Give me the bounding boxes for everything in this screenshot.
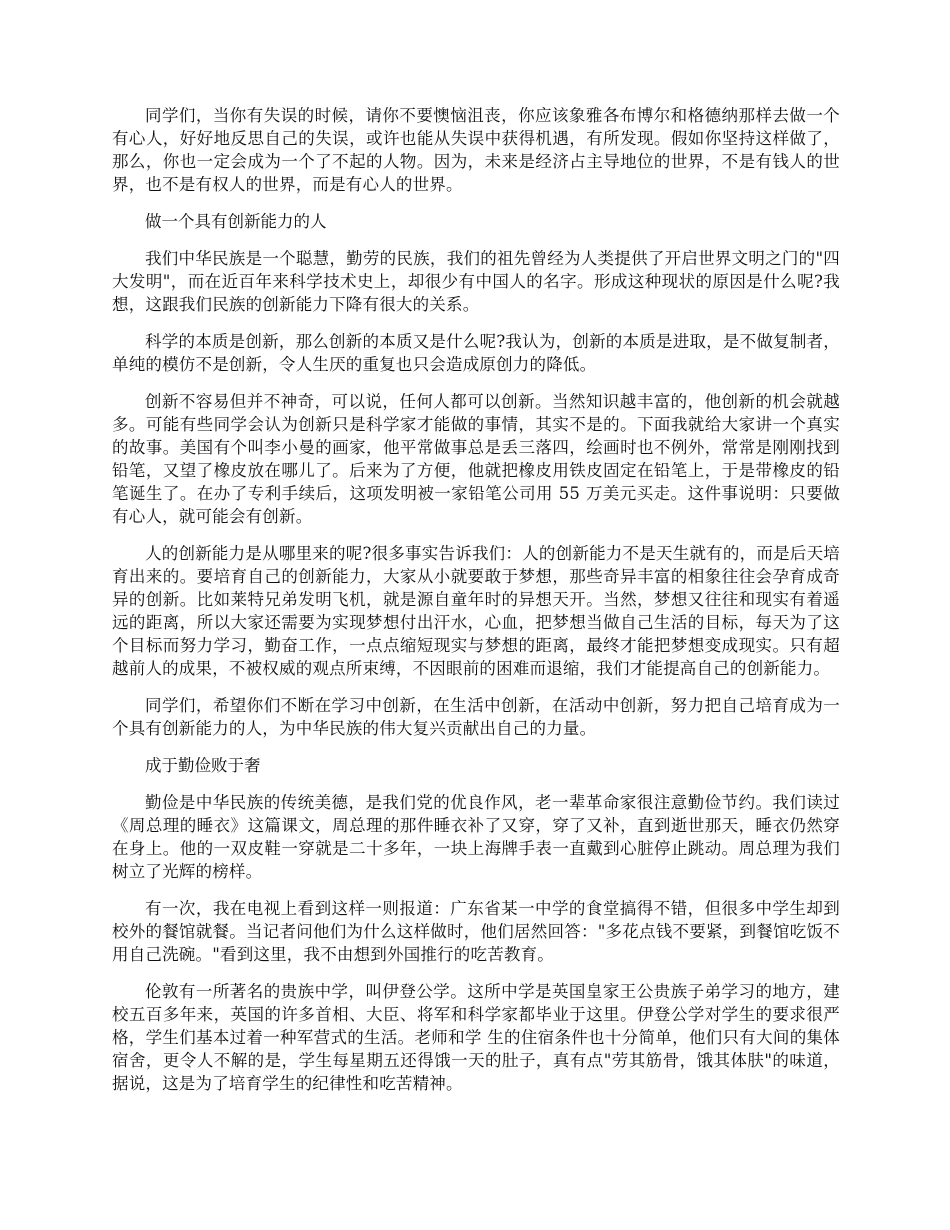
paragraph-4: 创新不容易但并不神奇，可以说，任何人都可以创新。当然知识越丰富的，他创新的机会就越多。可能有些同学会认为创新只是科学家才能做的事情，其实不是的。下面我就给大家讲一个真实的故事。美国有个叫李小曼的画家，他平常做事总是丢三落四，绘画时也不例外，常常是刚刚找到铅笔，又望了橡皮放在哪儿了。后来为了方便，他就把橡皮用铁皮固定在铅笔上，于是带橡皮的铅笔诞生了。在办了专利手续后，这项发明被一家铅笔公司用 55 万美元买走。这件事说明：只要做有心人，就可能会有创新。 [112, 392, 840, 526]
paragraph-1: 同学们，当你有失误的时候，请你不要懊恼沮丧，你应该象雅各布博尔和格德纳那样去做一个有心人，好好地反思自己的失误，或许也能从失误中获得机遇，有所发现。假如你坚持这样做了，那么，你也一定会成为一个了不起的人物。因为，未来是经济占主导地位的世界，不是有钱人的世界，也不是有权人的世界，而是有心人的世界。 [112, 106, 840, 194]
paragraph-5: 人的创新能力是从哪里来的呢?很多事实告诉我们：人的创新能力不是天生就有的，而是后天培育出来的。要培育自己的创新能力，大家从小就要敢于梦想，那些奇异丰富的相象往往会孕育成奇异的创新。比如莱特兄弟发明飞机，就是源自童年时的异想天开。当然，梦想又往往和现实有着遥远的距离，所以大家还需要为实现梦想付出汗水，心血，把梦想当做自己生活的目标，每天为了这个目标而努力学习，勤奋工作，一点点缩短现实与梦想的距离，最终才能把梦想变成现实。只有超越前人的成果，不被权威的观点所束缚，不因眼前的困难而退缩，我们才能提高自己的创新能力。 [112, 544, 840, 678]
paragraph-6: 同学们，希望你们不断在学习中创新，在生活中创新，在活动中创新，努力把自己培育成为一个具有创新能力的人，为中华民族的伟大复兴贡献出自己的力量。 [112, 696, 840, 738]
paragraph-2: 我们中华民族是一个聪慧，勤劳的民族，我们的祖先曾经为人类提供了开启世界文明之门的"四大发明"，而在近百年来科学技术史上，却很少有中国人的名字。形成这种现状的原因是什么呢?我想，这跟我们民族的创新能力下降有很大的关系。 [112, 249, 840, 314]
paragraph-8: 有一次，我在电视上看到这样一则报道：广东省某一中学的食堂搞得不错，但很多中学生却到校外的餐馆就餐。当记者问他们为什么这样做时，他们居然回答："多花点钱不要紧，到餐馆吃饭不用自己洗碗。"看到这里，我不由想到外国推行的吃苦教育。 [112, 899, 840, 964]
paragraph-7: 勤俭是中华民族的传统美德，是我们党的优良作风，老一辈革命家很注意勤俭节约。我们读过《周总理的睡衣》这篇课文，周总理的那件睡衣补了又穿，穿了又补，直到逝世那天，睡衣仍然穿在身上。他的一双皮鞋一穿就是二十多年，一块上海牌手表一直戴到心脏停止跳动。周总理为我们树立了光辉的榜样。 [112, 793, 840, 881]
paragraph-9: 伦敦有一所著名的贵族中学，叫伊登公学。这所中学是英国皇家王公贵族子弟学习的地方，建校五百多年来，英国的许多首相、大臣、将军和科学家都毕业于这里。伊登公学对学生的要求很严格，学生们基本过着一种军营式的生活。老师和学 生的住宿条件也十分简单，他们只有大间的集体宿舍，更令人不解的是，学生每星期五还得饿一天的肚子，真有点"劳其筋骨，饿其体肤"的味道，据说，这是为了培育学生的纪律性和吃苦精神。 [112, 982, 840, 1093]
section-heading-frugality: 成于勤俭败于奢 [145, 756, 261, 775]
document-page [112, 104, 840, 1109]
section-heading-innovation: 做一个具有创新能力的人 [145, 212, 327, 231]
paragraph-3: 科学的本质是创新，那么创新的本质又是什么呢?我认为，创新的本质是进取，是不做复制者，单纯的模仿不是创新，令人生厌的重复也只会造成原创力的降低。 [112, 332, 840, 374]
